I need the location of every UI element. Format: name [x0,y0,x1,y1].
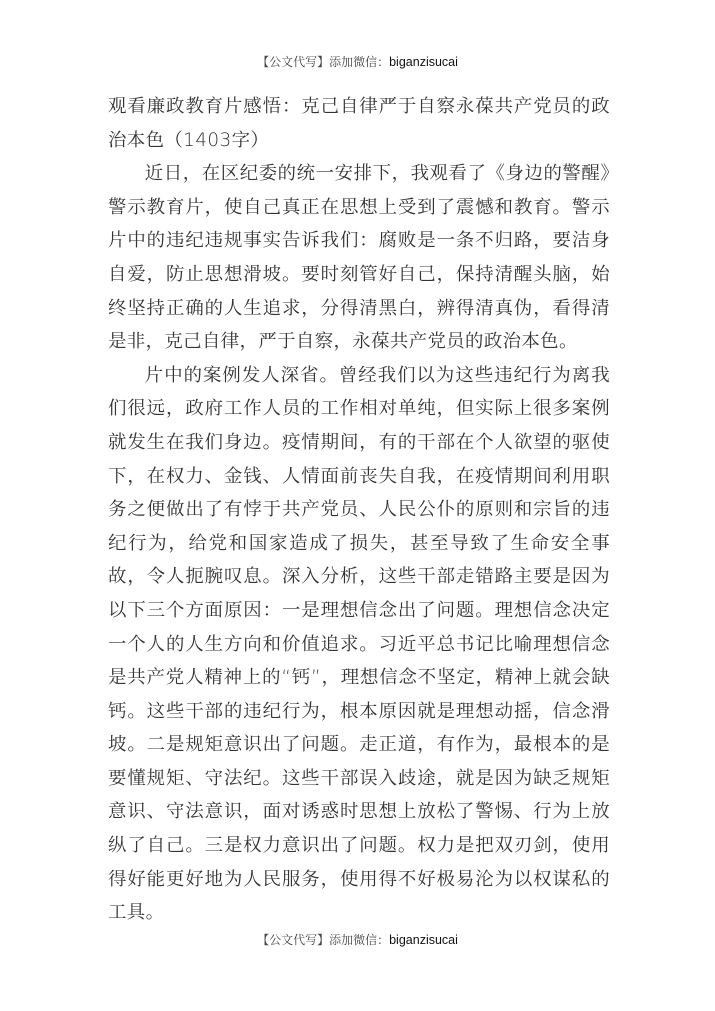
page-header [0,54,715,70]
paragraph-1: 近日，在区纪委的统一安排下，我观看了《身边的警醒》警示教育片，使自己真正在思想上受到了震憾和教育。警示片中的违纪违规事实告诉我们：腐败是一条不归路，要洁身自爱，防止思想滑坡。要时刻管好自己，保持清醒头脑，始终坚持正确的人生追求，分得清黑白，辨得清真伪，看得清是非，克己自律，严于自察，永葆共产党员的政治本色。 [108,163,610,353]
header-label: 【公文代写】添加微信： [257,55,390,69]
page-footer [0,932,715,948]
footer-label: 【公文代写】添加微信： [257,933,390,947]
header-wechat-id: biganzisucai [389,55,458,69]
document-body [108,90,610,930]
footer-wechat-id: biganzisucai [389,933,458,947]
paragraph-2: 片中的案例发人深省。曾经我们以为这些违纪行为离我们很远，政府工作人员的工作相对单纯，但实际上很多案例就发生在我们身边。疫情期间，有的干部在个人欲望的驱使下，在权力、金钱、人情面前丧失自我，在疫情期间利用职务之便做出了有悖于共产党员、人民公仆的原则和宗旨的违纪行为，给党和国家造成了损失，甚至导致了生命安全事故，令人扼腕叹息。深入分析，这些干部走错路主要是因为以下三个方面原因：一是理想信念出了问题。理想信念决定一个人的人生方向和价值追求。习近平总书记比喻理想信念是共产党人精神上的“钙”，理想信念不坚定，精神上就会缺钙。这些干部的违纪行为，根本原因就是理想动摇，信念滑坡。二是规矩意识出了问题。走正道，有作为，最根本的是要懂规矩、守法纪。这些干部误入歧途，就是因为缺乏规矩意识、守法意识，面对诱惑时思想上放松了警惕、行为上放纵了自己。三是权力意识出了问题。权力是把双刃剑，使用得好能更好地为人民服务，使用得不好极易沦为以权谋私的工具。 [108,364,610,924]
document-title: 观看廉政教育片感悟：克己自律严于自察永葆共产党员的政治本色（1403字） [108,96,610,151]
